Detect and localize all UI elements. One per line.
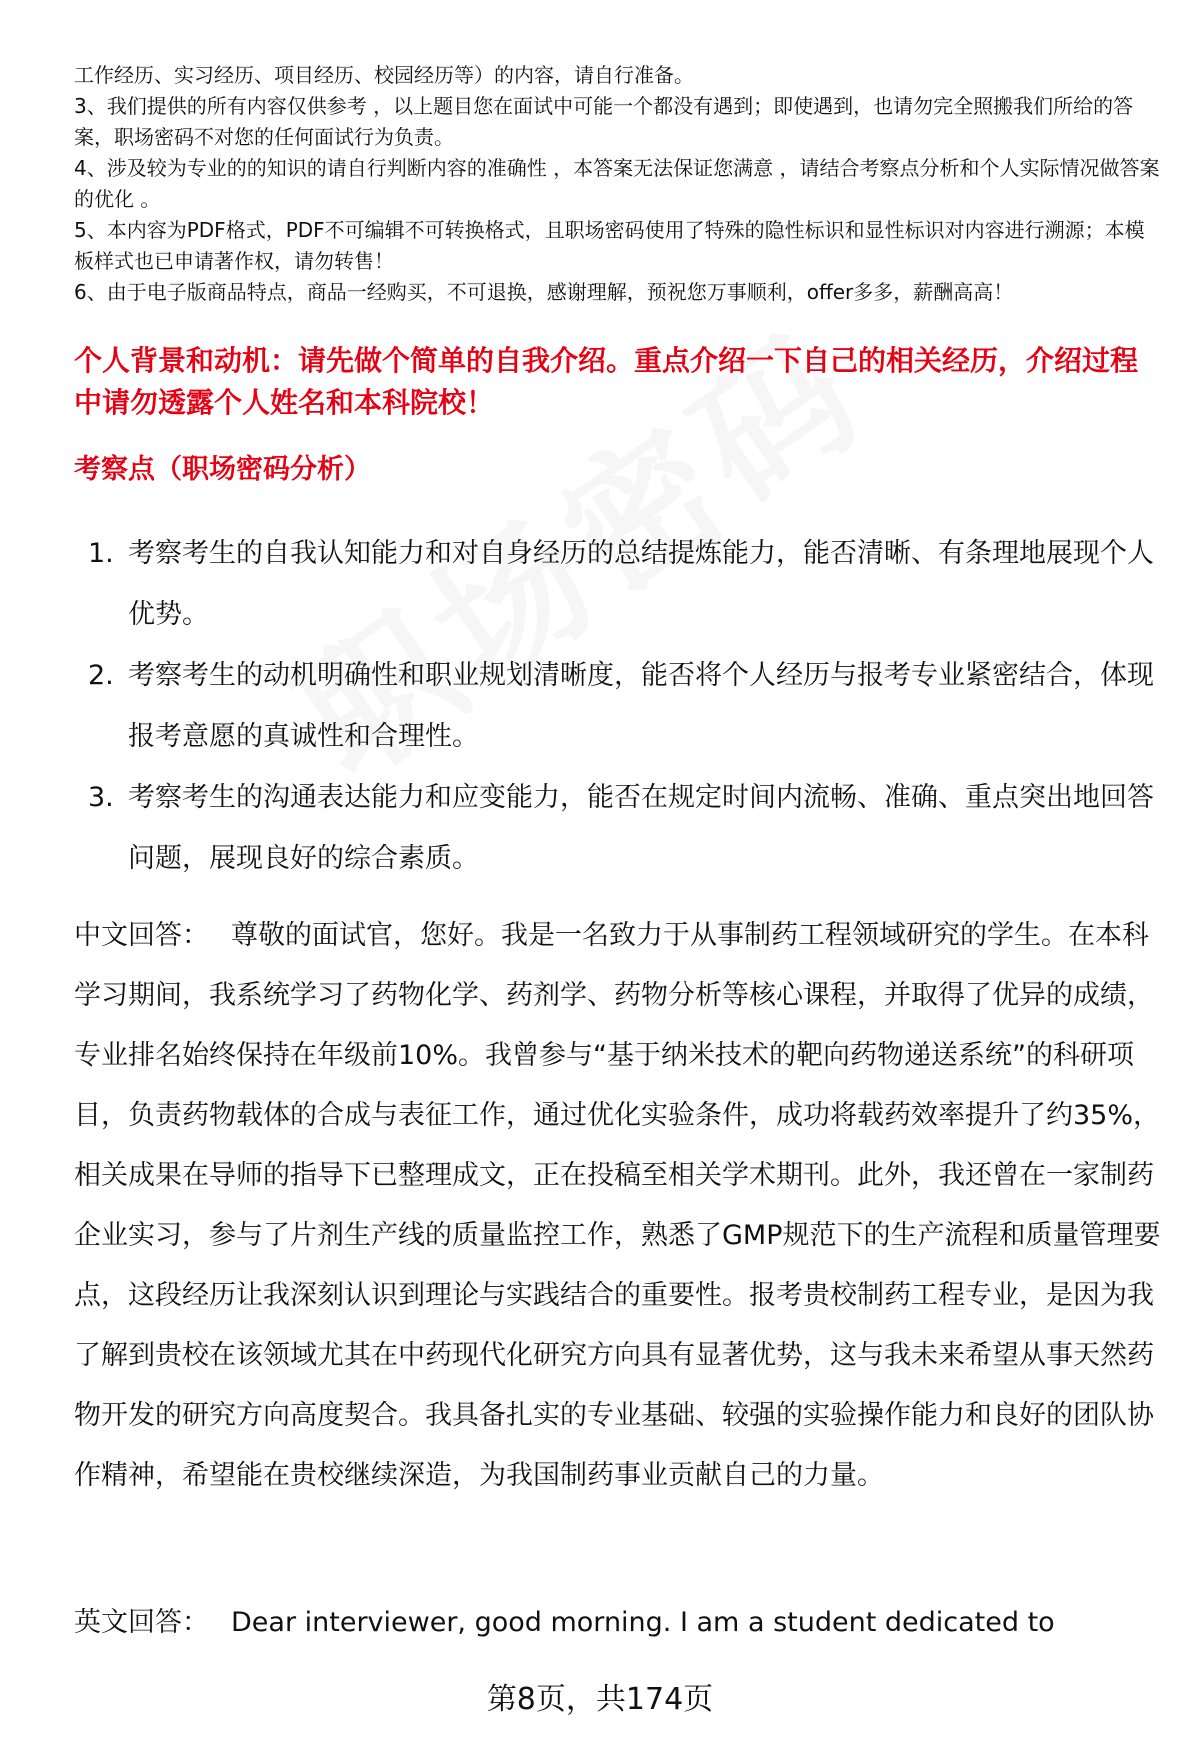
note-line: 6、由于电子版商品特点，商品一经购买，不可退换，感谢理解，预祝您万事顺利，offer多多，薪酬高高！: [74, 280, 1014, 304]
english-answer-label: 英文回答：: [74, 1607, 209, 1638]
question-heading: 个人背景和动机：请先做个简单的自我介绍。重点介绍一下自己的相关经历，介绍过程中请勿透露个人姓名和本科院校！: [74, 344, 1139, 419]
chinese-answer-text: 尊敬的面试官，您好。我是一名致力于从事制药工程领域研究的学生。在本科学习期间，我系统学习了药物化学、药剂学、药物分析等核心课程，并取得了优异的成绩，专业排名始终保持在年级前10%。我曾参与“基于纳米技术的靶向药物递送系统”的科研项目，负责药物载体的合成与表征工作，通过优化实验条件，成功将载药效率提升了约35%，相关成果在导师的指导下已整理成文，正在投稿至相关学术期刊。此外，我还曾在一家制药企业实习，参与了片剂生产线的质量监控工作，熟悉了GMP规范下的生产流程和质量管理要点，这段经历让我深刻认识到理论与实践结合的重要性。报考贵校制药工程专业，是因为我了解到贵校在该领域尤其在中药现代化研究方向具有显著优势，这与我未来希望从事天然药物开发的研究方向高度契合。我具备扎实的专业基础、较强的实验操作能力和良好的团队协作精神，希望能在贵校继续深造，为我国制药事业贡献自己的力量。: [74, 920, 1161, 1491]
english-answer: [74, 1593, 1162, 1653]
page-number: 第8页，共174页: [486, 1682, 714, 1717]
note-line: 工作经历、实习经历、项目经历、校园经历等）的内容，请自行准备。: [74, 63, 694, 87]
notes-section: [74, 60, 1164, 308]
point-number: 3.: [88, 782, 114, 813]
analysis-title: 考察点（职场密码分析）: [74, 454, 371, 485]
point-text: 考察考生的沟通表达能力和应变能力，能否在规定时间内流畅、准确、重点突出地回答问题，展现良好的综合素质。: [128, 782, 1154, 874]
note-line: 5、本内容为PDF格式，PDF不可编辑不可转换格式，且职场密码使用了特殊的隐性标识和显性标识对内容进行溯源；本模板样式也已申请著作权，请勿转售！: [74, 218, 1145, 273]
point-text: 考察考生的自我认知能力和对自身经历的总结提炼能力，能否清晰、有条理地展现个人优势。: [128, 538, 1154, 630]
chinese-answer: [74, 906, 1162, 1506]
chinese-answer-label: 中文回答：: [74, 920, 209, 951]
analysis-point: [80, 767, 1160, 889]
note-line: 3、我们提供的所有内容仅供参考 ，以上题目您在面试中可能一个都没有遇到；即使遇到，也请勿完全照搬我们所给的答案，职场密码不对您的任何面试行为负责。: [74, 94, 1134, 149]
point-text: 考察考生的动机明确性和职业规划清晰度，能否将个人经历与报考专业紧密结合，体现报考意愿的真诚性和合理性。: [128, 660, 1154, 752]
note-line: 4、涉及较为专业的的知识的请自行判断内容的准确性 ，本答案无法保证您满意 ，请结合考察点分析和个人实际情况做答案的优化 。: [74, 156, 1160, 211]
analysis-points: [80, 523, 1160, 889]
analysis-point: [80, 645, 1160, 767]
english-answer-text: Dear interviewer, good morning. I am a student dedicated to: [231, 1607, 1055, 1638]
point-number: 2.: [88, 660, 114, 691]
analysis-point: [80, 523, 1160, 645]
point-number: 1.: [88, 538, 114, 569]
